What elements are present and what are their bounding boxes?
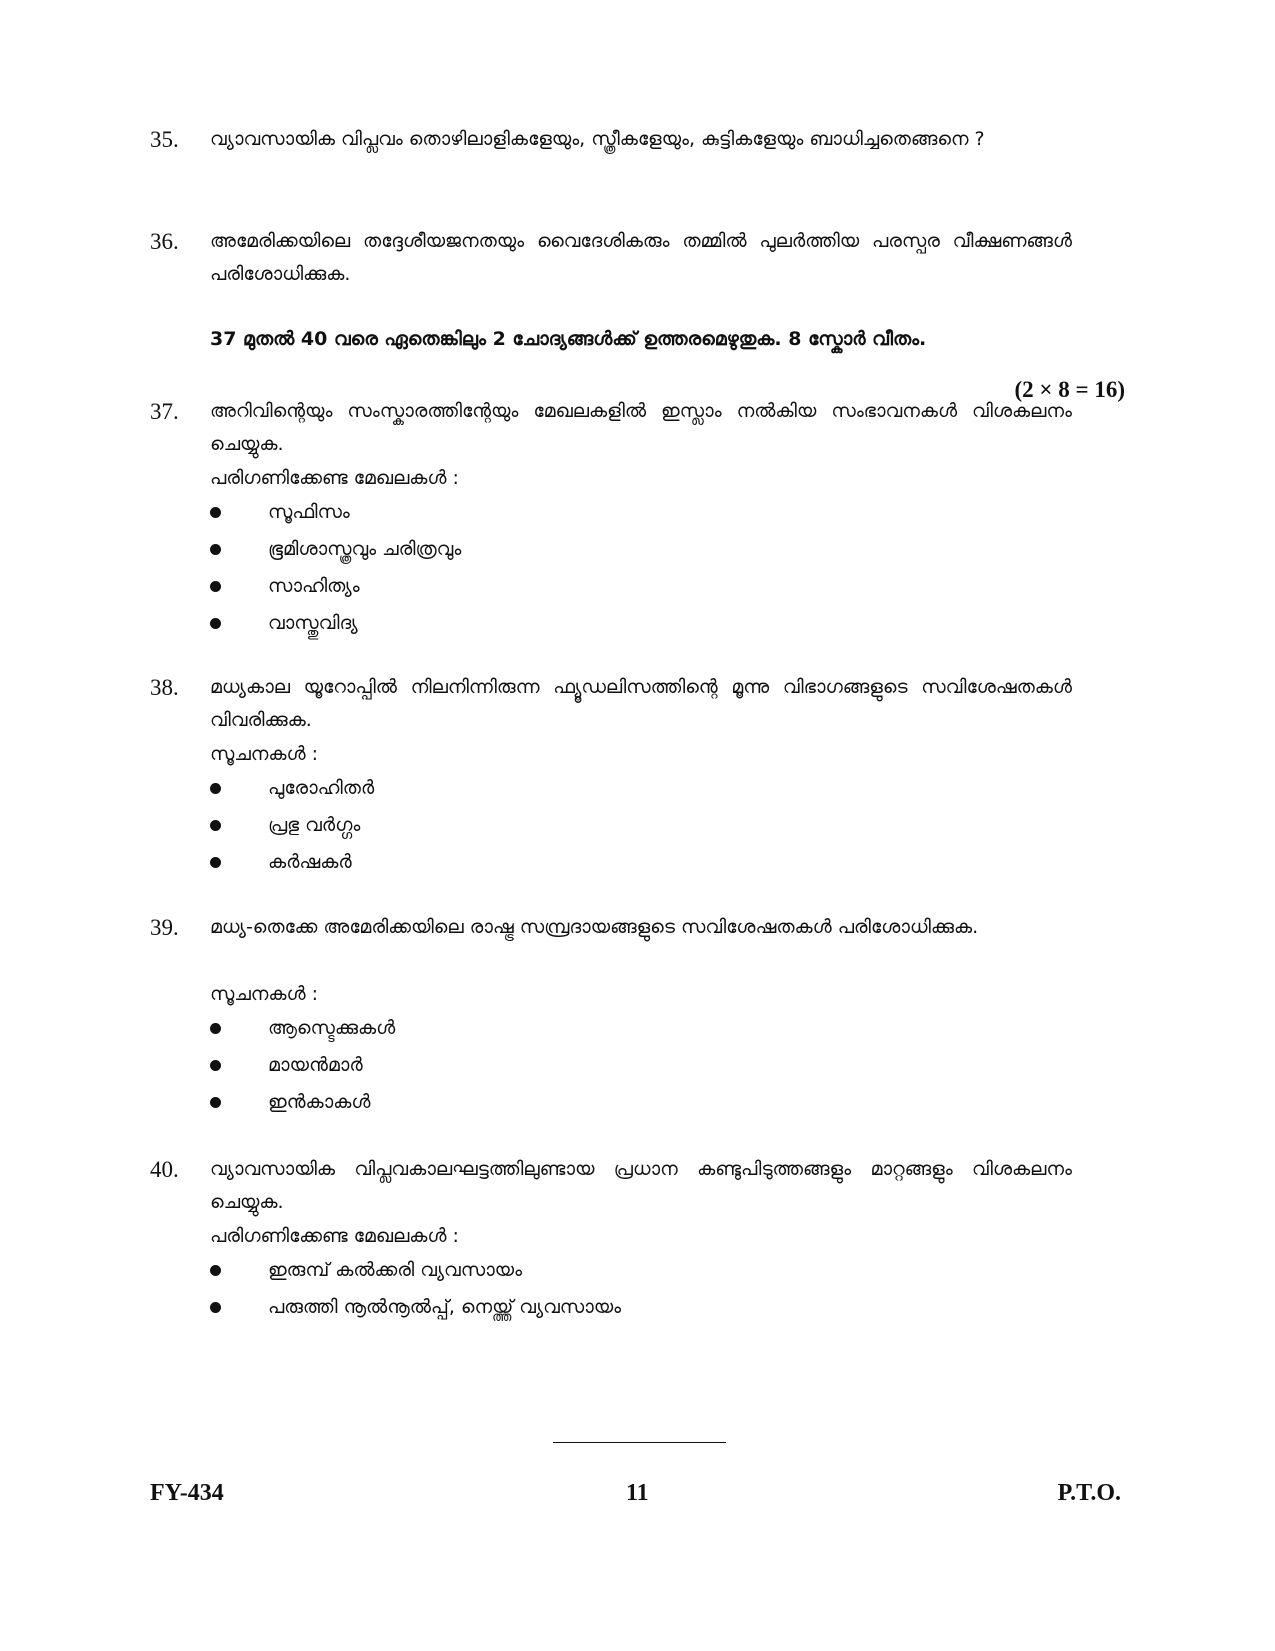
list-item [210, 807, 374, 844]
point-text: പ്രഭു വർഗ്ഗം [268, 814, 361, 836]
bullet-icon [210, 1302, 221, 1313]
bullet-icon [210, 783, 221, 794]
point-text: സൂഫിസം [268, 501, 350, 523]
list-item [210, 1289, 621, 1326]
list-item [210, 770, 374, 807]
list-item [210, 605, 461, 642]
point-list [210, 770, 374, 881]
section-instruction: 37 മുതൽ 40 വരെ ഏതെങ്കിലും 2 ചോദ്യങ്ങൾക്ക് ഉത്തരമെഴുതുക. 8 സ്കോർ വീതം. [210, 328, 927, 350]
list-item [210, 844, 374, 881]
bullet-icon [210, 1097, 221, 1108]
bullet-icon [210, 618, 221, 629]
question-text: മധ്യ-തെക്കേ അമേരിക്കയിലെ രാഷ്ട്ര സമ്പ്രദായങ്ങളുടെ സവിശേഷതകൾ പരിശോധിക്കുക. [210, 916, 979, 938]
point-text: മായൻമാർ [268, 1054, 363, 1076]
bullet-icon [210, 507, 221, 518]
point-text: കർഷകർ [268, 851, 352, 873]
point-text: സാഹിത്യം [268, 575, 360, 597]
list-item [210, 568, 461, 605]
question-text: മധ്യകാല യൂറോപ്പിൽ നിലനിന്നിരുന്ന ഫ്യൂഡലിസത്തിന്റെ മൂന്നു വിഭാഗങ്ങളുടെ സവിശേഷതകൾ വിവരിക്കുക. [210, 676, 1072, 731]
list-item [210, 1010, 395, 1047]
paper-code: FY-434 [150, 1480, 224, 1506]
point-text: ആസ്ടെക്കുകൾ [268, 1017, 396, 1039]
end-divider [553, 1442, 726, 1443]
question-number: 38. [150, 675, 179, 700]
point-list [210, 1010, 395, 1121]
question-text: അമേരിക്കയിലെ തദ്ദേശീയജനതയും വൈദേശികരും തമ്മിൽ പുലർത്തിയ പരസ്പര വീക്ഷണങ്ങൾ പരിശോധിക്കുക. [210, 230, 1072, 285]
hint-label: പരിഗണിക്കേണ്ട മേഖലകൾ : [210, 467, 459, 489]
bullet-icon [210, 544, 221, 555]
bullet-icon [210, 1023, 221, 1034]
hint-label: സൂചനകൾ : [210, 983, 319, 1005]
point-text: ഇരുമ്പ് കൽക്കരി വ്യവസായം [268, 1259, 523, 1281]
list-item [210, 1084, 395, 1121]
list-item [210, 531, 461, 568]
section-score: (2 × 8 = 16) [1014, 377, 1125, 402]
bullet-icon [210, 1265, 221, 1276]
list-item [210, 1252, 621, 1289]
question-number: 39. [150, 915, 179, 940]
point-text: പുരോഹിതർ [268, 777, 375, 799]
list-item [210, 1047, 395, 1084]
page-number: 11 [626, 1480, 649, 1506]
hint-label: പരിഗണിക്കേണ്ട മേഖലകൾ : [210, 1225, 459, 1247]
question-number: 36. [150, 229, 179, 254]
question-number: 40. [150, 1157, 179, 1182]
point-text: ഇൻകാകൾ [268, 1091, 371, 1113]
question-text: വ്യാവസായിക വിപ്ലവം തൊഴിലാളികളേയും, സ്ത്രീകളേയും, കുട്ടികളേയും ബാധിച്ചതെങ്ങനെ ? [210, 128, 985, 150]
bullet-icon [210, 820, 221, 831]
point-list [210, 1252, 621, 1326]
list-item [210, 494, 461, 531]
bullet-icon [210, 1060, 221, 1071]
question-number: 37. [150, 399, 179, 424]
question-text: വ്യാവസായിക വിപ്ലവകാലഘട്ടത്തിലുണ്ടായ പ്രധാന കണ്ടുപിടുത്തങ്ങളും മാറ്റങ്ങളും വിശകലനം ചെയ്യുക. [210, 1158, 1072, 1213]
bullet-icon [210, 857, 221, 868]
question-number: 35. [150, 127, 179, 152]
hint-label: സൂചനകൾ : [210, 743, 319, 765]
point-text: വാസ്തുവിദ്യ [268, 612, 358, 634]
bullet-icon [210, 581, 221, 592]
point-list [210, 494, 461, 642]
question-text: അറിവിന്റെയും സംസ്കാരത്തിന്റേയും മേഖലകളിൽ ഇസ്ലാം നൽകിയ സംഭാവനകൾ വിശകലനം ചെയ്യുക. [210, 400, 1072, 455]
pto-label: P.T.O. [1057, 1480, 1121, 1506]
point-text: പരുത്തി നൂൽനൂൽപ്പ്, നെയ്ത്ത് വ്യവസായം [268, 1296, 622, 1318]
point-text: ഭൂമിശാസ്ത്രവും ചരിത്രവും [268, 538, 462, 560]
